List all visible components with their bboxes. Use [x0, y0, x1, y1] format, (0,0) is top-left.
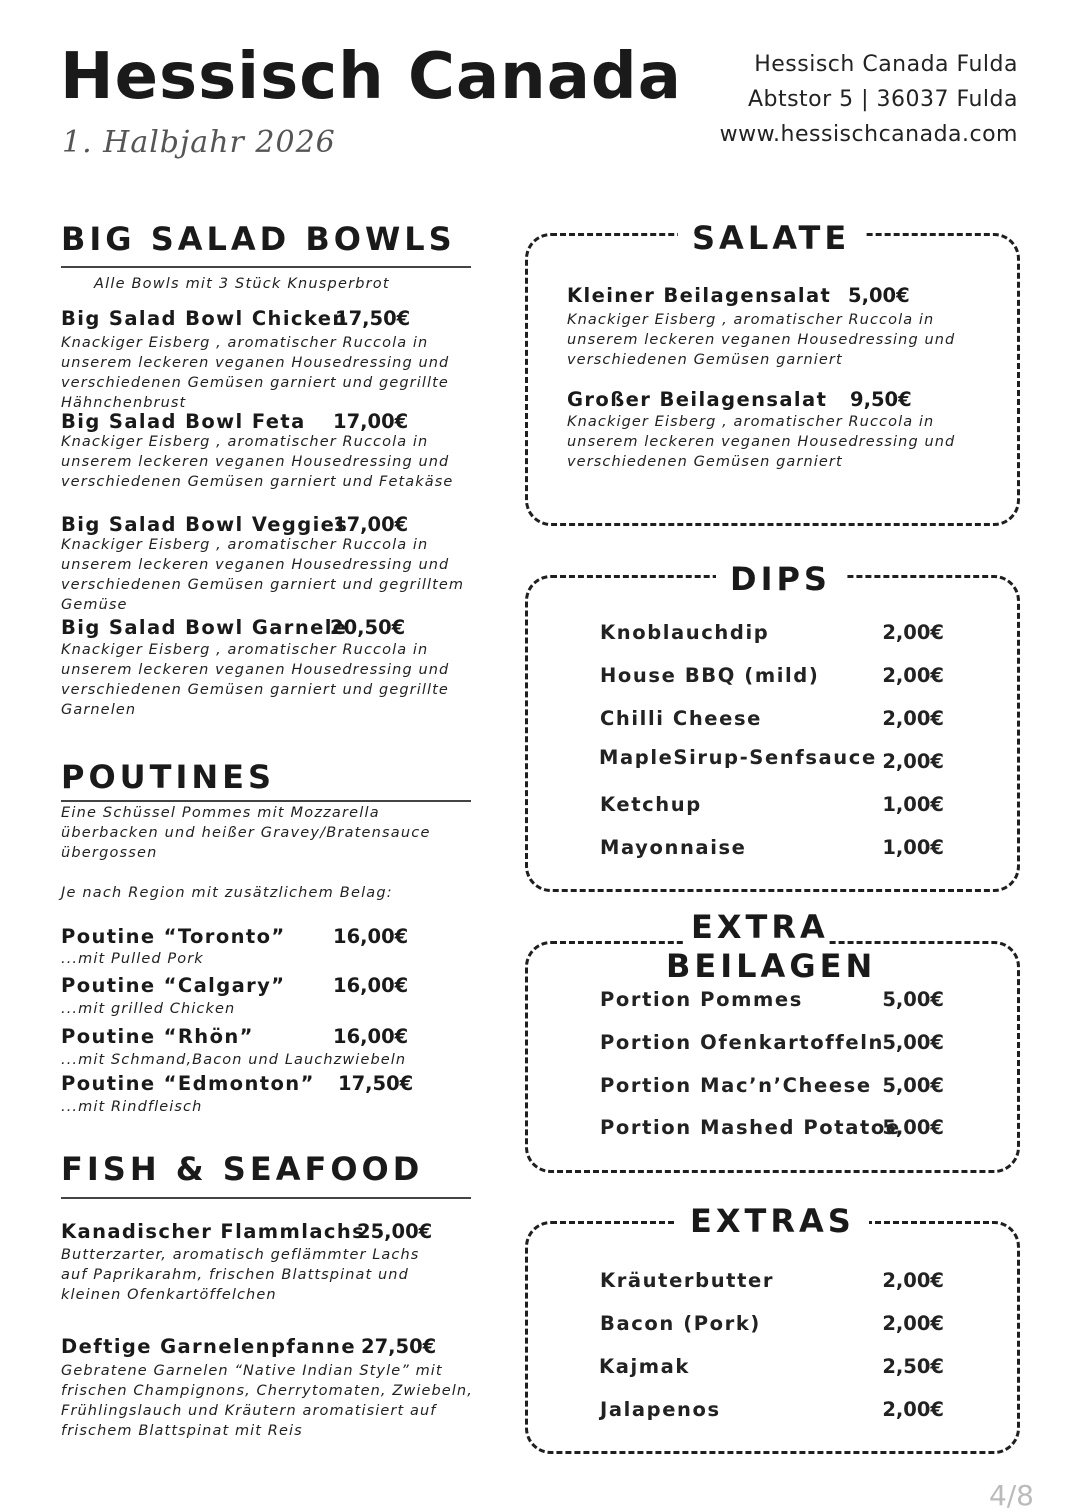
- menu-item-price: 9,50€: [850, 388, 912, 411]
- menu-item-name: Großer Beilagensalat: [567, 388, 828, 411]
- section-title-extras: EXTRAS: [676, 1202, 869, 1240]
- extra-item-name: Bacon (Pork): [600, 1312, 761, 1335]
- menu-item-description: Butterzarter, aromatisch geflämmter Lachs auf Paprikarahm, frischen Blattspinat und kleinen Ofenkartöffelchen: [61, 1247, 420, 1303]
- menu-item-name: Deftige Garnelenpfanne: [61, 1335, 356, 1358]
- menu-item-name: Kleiner Beilagensalat: [567, 284, 832, 307]
- section-title-extra: EXTRA: [683, 909, 829, 945]
- extra-item-price: 2,00€: [882, 1398, 944, 1421]
- menu-item-name: Big Salad Bowl Chicken: [61, 307, 348, 330]
- menu-item-subtext: ...mit Rindfleisch: [61, 1099, 203, 1115]
- menu-item-name: Big Salad Bowl Veggies: [61, 513, 349, 536]
- section-divider: [61, 800, 471, 802]
- section-note-secondary: Je nach Region mit zusätzlichem Belag:: [61, 885, 393, 901]
- menu-item-name: Poutine “Toronto”: [61, 925, 286, 948]
- page-title: Hessisch Canada: [60, 40, 682, 114]
- dip-item-price: 2,00€: [882, 707, 944, 730]
- website-link[interactable]: www.hessischcanada.com: [719, 122, 1018, 147]
- section-note: Eine Schüssel Pommes mit Mozzarella überbacken und heißer Gravey/Bratensauce übergossen: [61, 805, 431, 861]
- section-divider: [61, 1197, 471, 1199]
- side-item-price: 5,00€: [882, 988, 944, 1011]
- menu-item-price: 16,00€: [333, 1025, 409, 1048]
- menu-item-description: Knackiger Eisberg , aromatischer Ruccola in unserem leckeren veganen Housedressing und verschiedenen Gemüsen garniert und gegrillte Garnelen: [61, 642, 450, 718]
- dip-item-price: 1,00€: [882, 793, 944, 816]
- menu-item-price: 17,00€: [333, 410, 409, 433]
- dip-item-price: 2,00€: [882, 664, 944, 687]
- dip-item-price: 1,00€: [882, 836, 944, 859]
- extra-item-price: 2,50€: [882, 1355, 944, 1378]
- dip-item-name: Chilli Cheese: [600, 707, 762, 730]
- dip-item-name: Mayonnaise: [600, 836, 747, 859]
- section-title-dips: DIPS: [716, 560, 845, 598]
- menu-item-name: Poutine “Calgary”: [61, 974, 286, 997]
- side-item-name: Portion Ofenkartoffeln: [600, 1031, 884, 1054]
- side-item-name: Portion Mashed Potatoe: [600, 1116, 901, 1139]
- menu-item-name: Big Salad Bowl Garnele: [61, 616, 348, 639]
- dip-item-name: Knoblauchdip: [600, 621, 770, 644]
- menu-item-description: Knackiger Eisberg , aromatischer Ruccola in unserem leckeren veganen Housedressing und verschiedenen Gemüsen garniert und Fetakäse: [61, 434, 454, 490]
- section-title-beilagen: BEILAGEN: [666, 947, 877, 985]
- menu-item-name: Poutine “Edmonton”: [61, 1072, 315, 1095]
- menu-item-name: Big Salad Bowl Feta: [61, 410, 306, 433]
- menu-item-subtext: ...mit Pulled Pork: [61, 951, 204, 967]
- menu-item-description: Knackiger Eisberg , aromatischer Ruccola in unserem leckeren veganen Housedressing und verschiedenen Gemüsen garniert: [567, 414, 956, 470]
- menu-item-price: 17,00€: [333, 513, 409, 536]
- side-item-price: 5,00€: [882, 1031, 944, 1054]
- menu-item-description: Knackiger Eisberg , aromatischer Ruccola in unserem leckeren veganen Housedressing und verschiedenen Gemüsen garniert und gegrilltem Gemüse: [61, 537, 465, 613]
- dip-item-price: 2,00€: [882, 621, 944, 644]
- menu-item-name: Poutine “Rhön”: [61, 1025, 254, 1048]
- section-title-salate: SALATE: [678, 219, 864, 257]
- extra-item-name: Kräuterbutter: [600, 1269, 775, 1292]
- extra-item-name: Jalapenos: [600, 1398, 721, 1421]
- side-item-price: 5,00€: [882, 1074, 944, 1097]
- menu-item-name: Kanadischer Flammlachs: [61, 1220, 366, 1243]
- address-line-2: Abtstor 5 | 36037 Fulda: [747, 87, 1018, 112]
- address-line-1: Hessisch Canada Fulda: [754, 52, 1018, 77]
- page-subtitle: 1. Halbjahr 2026: [62, 125, 336, 160]
- menu-item-price: 17,50€: [338, 1072, 414, 1095]
- menu-item-price: 17,50€: [335, 307, 411, 330]
- menu-item-price: 25,00€: [357, 1220, 433, 1243]
- side-item-price: 5,00€: [882, 1116, 944, 1139]
- menu-item-price: 20,50€: [330, 616, 406, 639]
- section-title-fish-seafood: FISH & SEAFOOD: [61, 1150, 424, 1188]
- menu-item-price: 5,00€: [848, 284, 910, 307]
- extra-item-price: 2,00€: [882, 1269, 944, 1292]
- menu-item-price: 27,50€: [361, 1335, 437, 1358]
- dip-item-name: Ketchup: [600, 793, 702, 816]
- dip-item-name: House BBQ (mild): [600, 664, 820, 687]
- menu-item-subtext: ...mit Schmand,Bacon und Lauchzwiebeln: [61, 1052, 407, 1068]
- dip-item-name: MapleSirup-Senfsauce: [599, 746, 877, 769]
- side-item-name: Portion Pommes: [600, 988, 803, 1011]
- menu-item-price: 16,00€: [333, 925, 409, 948]
- section-title-big-salad-bowls: BIG SALAD BOWLS: [61, 220, 456, 258]
- section-title-poutines: POUTINES: [61, 758, 276, 796]
- menu-item-description: Knackiger Eisberg , aromatischer Ruccola in unserem leckeren veganen Housedressing und verschiedenen Gemüsen garniert und gegrillte Hähnchenbrust: [61, 335, 450, 411]
- menu-item-description: Gebratene Garnelen “Native Indian Style” mit frischen Champignons, Cherrytomaten, Zwiebeln, Frühlingslauch und Kräutern aromatisiert auf frischem Blattspinat mit Reis: [61, 1363, 473, 1439]
- menu-item-subtext: ...mit grilled Chicken: [61, 1001, 236, 1017]
- extra-item-name: Kajmak: [599, 1355, 690, 1378]
- section-note: Alle Bowls mit 3 Stück Knusperbrot: [94, 276, 390, 292]
- side-item-name: Portion Mac’n’Cheese: [600, 1074, 872, 1097]
- page-indicator: 4/8: [988, 1479, 1034, 1512]
- extra-item-price: 2,00€: [882, 1312, 944, 1335]
- salate-box: [525, 233, 1020, 526]
- menu-item-description: Knackiger Eisberg , aromatischer Ruccola in unserem leckeren veganen Housedressing und verschiedenen Gemüsen garniert: [567, 312, 956, 368]
- section-divider: [61, 266, 471, 268]
- dip-item-price: 2,00€: [882, 750, 944, 773]
- menu-item-price: 16,00€: [333, 974, 409, 997]
